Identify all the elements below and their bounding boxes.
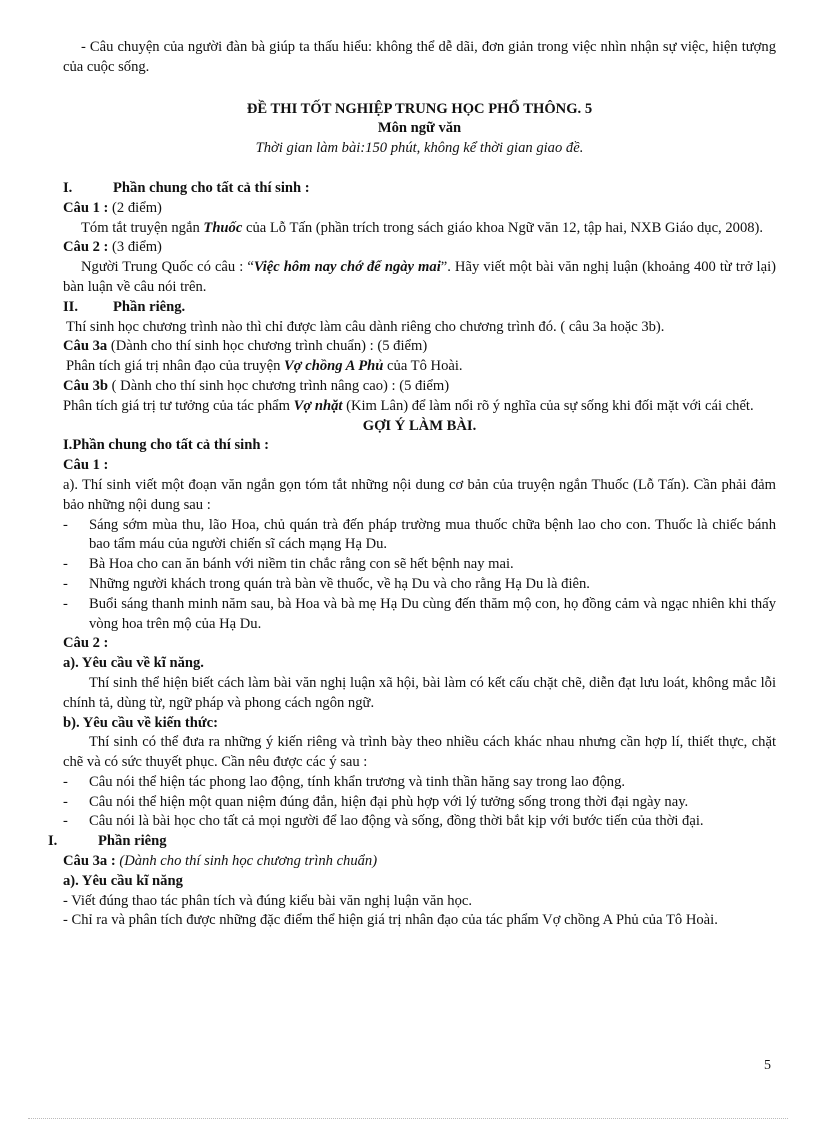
- exam-title: ĐỀ THI TỐT NGHIỆP TRUNG HỌC PHỔ THÔNG. 5: [246, 100, 593, 117]
- guide-c2-item-text: Câu nói là bài học cho tất cả mọi người để lao động và sống, đồng thời bắt kịp với bước tiến của thời đại.: [89, 813, 704, 830]
- list-item: - Buổi sáng thanh minh năm sau, bà Hoa và bà mẹ Hạ Du cùng đến thăm mộ con, họ đồng cảm và ngạc nhiên khi thấy vòng hoa trên mộ của Hạ Du.: [63, 595, 776, 632]
- exam-q3a-desc: (Dành cho thí sinh học chương trình chuẩn) : (5 điểm): [107, 338, 428, 355]
- exam-q3b-work: Vợ nhặt: [293, 397, 343, 414]
- exam-part1-heading: [63, 179, 776, 199]
- guide-c3a-heading: [63, 852, 776, 872]
- guide-c2-b-title: b). Yêu cầu về kiến thức:: [63, 714, 218, 731]
- list-item: - Những người khách trong quán trà bàn về thuốc, về hạ Du và cho rằng Hạ Du là điên.: [63, 575, 590, 592]
- exam-q2-pre: Người Trung Quốc có câu : “: [81, 259, 254, 276]
- exam-q3a-post: của Tô Hoài.: [383, 358, 463, 375]
- guide-c2-a-text: Thí sinh thể hiện biết cách làm bài văn nghị luận xã hội, bài làm có kết cấu chặt chẽ, diễn đạt lưu loát, không mắc lỗi chính tả, dùng từ, ngữ pháp và phong cách ngôn ngữ.: [63, 674, 776, 711]
- exam-q1-heading: [63, 199, 776, 219]
- guide-c1-item-text: Những người khách trong quán trà bàn về thuốc, về hạ Du và cho rằng Hạ Du là điên.: [89, 575, 590, 592]
- guide-c1-intro: a). Thí sinh viết một đoạn văn ngắn gọn tóm tắt những nội dung cơ bản của truyện ngắn Thuốc (Lỗ Tấn). Cần phải đảm bảo những nội dung sau :: [63, 476, 776, 513]
- guide-c3a-desc: (Dành cho thí sinh học chương trình chuẩn): [119, 853, 378, 870]
- guide-c2-item-text: Câu nói thể hiện một quan niệm đúng đắn, hiện đại phù hợp với lý tưởng sống trong thời đại ngày nay.: [89, 793, 689, 810]
- exam-q1-pre: Tóm tắt truyện ngắn: [81, 219, 204, 236]
- exam-q3b-heading: [63, 377, 776, 397]
- exam-q2-quote: Việc hôm nay chớ để ngày mai: [253, 259, 441, 276]
- exam-q3a-heading: [63, 337, 776, 357]
- page-bottom-divider: [28, 1118, 788, 1119]
- document-page: [48, 38, 777, 931]
- exam-q1-post: của Lỗ Tấn (phần trích trong sách giáo khoa Ngữ văn 12, tập hai, NXB Giáo dục, 2008).: [242, 219, 764, 236]
- exam-q1-work: Thuốc: [203, 219, 243, 236]
- exam-q3a-work: Vợ chồng A Phủ: [284, 358, 384, 375]
- guide-part2-number: I.: [48, 833, 58, 850]
- guide-title: GỢI Ý LÀM BÀI.: [362, 417, 477, 434]
- guide-c3a-line: - Chỉ ra và phân tích được những đặc điểm thể hiện giá trị nhân đạo của tác phẩm Vợ chồng A Phủ của Tô Hoài.: [63, 912, 718, 929]
- exam-q2-heading: [63, 238, 776, 258]
- exam-part2-heading: [63, 298, 776, 318]
- guide-c1-item-text: Bà Hoa cho can ăn bánh với niềm tin chắc rằng con sẽ hết bệnh nay mai.: [89, 556, 514, 573]
- exam-q2-label: Câu 2 :: [63, 239, 109, 256]
- exam-q3b-desc: ( Dành cho thí sinh học chương trình nâng cao) : (5 điểm): [108, 377, 450, 394]
- guide-part2-title: Phần riêng: [98, 833, 167, 850]
- exam-time: Thời gian làm bài:150 phút, không kể thời gian giao đề.: [255, 140, 584, 157]
- exam-part1-title: Phần chung cho tất cả thí sinh :: [113, 179, 310, 196]
- guide-c3a-a-title: a). Yêu cầu kĩ năng: [63, 872, 183, 889]
- list-item: - Sáng sớm mùa thu, lão Hoa, chủ quán trà đến pháp trường mua thuốc chữa bệnh lao cho con. Thuốc là chiếc bánh bao tẩm máu của người chiến sĩ cách mạng Hạ Du.: [63, 516, 776, 553]
- exam-q1-label: Câu 1 :: [63, 199, 109, 216]
- exam-q2-post: ”. Hãy viết một bài văn nghị luận (khoảng 400 từ trở lại) bàn luận về câu nói trên.: [63, 259, 777, 295]
- exam-q3a-text: [63, 357, 776, 377]
- exam-part2-note: Thí sinh học chương trình nào thì chỉ được làm câu dành riêng cho chương trình đó. ( câu 3a hoặc 3b).: [66, 318, 665, 335]
- guide-c3a-line: - Viết đúng thao tác phân tích và đúng kiểu bài văn nghị luận văn học.: [63, 892, 472, 909]
- exam-part1-number: I.: [63, 179, 73, 196]
- exam-q1-points: (2 điểm): [108, 199, 162, 216]
- exam-q3b-post: (Kim Lân) để làm nổi rõ ý nghĩa của sự sống khi đối mặt với cái chết.: [342, 397, 754, 414]
- page-number: 5: [764, 1058, 771, 1073]
- list-item: - Câu nói thể hiện tác phong lao động, tính khẩn trương và tinh thần hăng say trong lao động.: [63, 773, 626, 790]
- guide-c2-label: Câu 2 :: [63, 635, 109, 652]
- exam-q3a-pre: Phân tích giá trị nhân đạo của truyện: [66, 358, 285, 375]
- exam-q3a-label: Câu 3a: [63, 338, 108, 355]
- exam-subject: Môn ngữ văn: [377, 120, 462, 137]
- guide-c1-item-text: Sáng sớm mùa thu, lão Hoa, chủ quán trà đến pháp trường mua thuốc chữa bệnh lao cho con. Thuốc là chiếc bánh bao tẩm máu của người chiến sĩ cách mạng Hạ Du.: [89, 516, 776, 553]
- exam-q3b-label: Câu 3b: [63, 377, 109, 394]
- exam-q3b-pre: Phân tích giá trị tư tưởng của tác phẩm: [63, 397, 294, 414]
- guide-c1-label: Câu 1 :: [63, 457, 109, 474]
- exam-q2-text: [63, 258, 776, 298]
- exam-part2-title: Phần riêng.: [113, 298, 186, 315]
- guide-part2-heading: [48, 832, 776, 852]
- exam-part2-number: II.: [63, 298, 79, 315]
- guide-c2-a-title: a). Yêu cầu về kĩ năng.: [63, 655, 204, 672]
- guide-c1-item-text: Buổi sáng thanh minh năm sau, bà Hoa và bà mẹ Hạ Du cùng đến thăm mộ con, họ đồng cảm và ngạc nhiên khi thấy vòng hoa trên mộ của Hạ Du.: [89, 595, 776, 632]
- exam-q1-text: [63, 219, 776, 239]
- list-item: - Bà Hoa cho can ăn bánh với niềm tin chắc rằng con sẽ hết bệnh nay mai.: [63, 556, 514, 573]
- exam-q2-points: (3 điểm): [108, 239, 162, 256]
- exam-q3b-text: [63, 397, 776, 417]
- guide-part1-title: I.Phần chung cho tất cả thí sinh :: [63, 437, 269, 454]
- guide-c2-item-text: Câu nói thể hiện tác phong lao động, tính khẩn trương và tinh thần hăng say trong lao động.: [89, 773, 626, 790]
- intro-paragraph: - Câu chuyện của người đàn bà giúp ta thấu hiểu: không thể dễ dãi, đơn giản trong việc nhìn nhận sự việc, hiện tượng của cuộc sống.: [63, 39, 776, 75]
- list-item: - Câu nói thể hiện một quan niệm đúng đắn, hiện đại phù hợp với lý tưởng sống trong thời đại ngày nay.: [63, 793, 689, 810]
- guide-c2-b-text: Thí sinh có thể đưa ra những ý kiến riêng và trình bày theo nhiều cách khác nhau nhưng cần hợp lí, thiết thực, chặt chẽ và có sức thuyết phục. Cần nêu được các ý sau :: [63, 734, 776, 771]
- list-item: - Câu nói là bài học cho tất cả mọi người để lao động và sống, đồng thời bắt kịp với bước tiến của thời đại.: [63, 813, 704, 830]
- guide-c3a-label: Câu 3a :: [63, 853, 120, 870]
